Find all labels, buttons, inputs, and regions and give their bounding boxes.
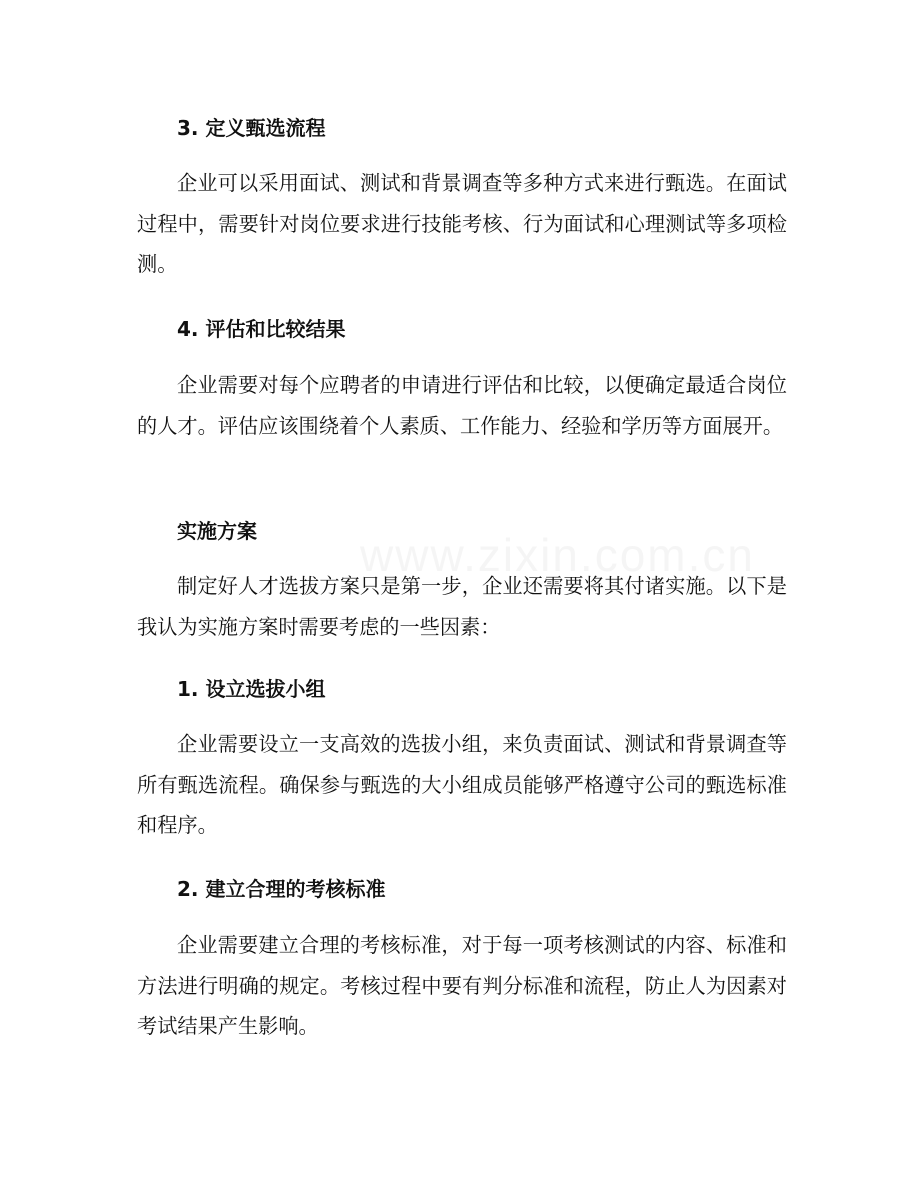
paragraph-implementation-intro: 制定好人才选拔方案只是第一步，企业还需要将其付诸实施。以下是我认为实施方案时需要考虑的一些因素： xyxy=(137,574,787,639)
section-heading-define-screening: 3. 定义甄选流程 xyxy=(177,116,326,140)
section-heading-evaluate-compare: 4. 评估和比较结果 xyxy=(177,317,346,341)
paragraph-screening-methods: 企业可以采用面试、测试和背景调查等多种方式来进行甄选。在面试过程中，需要针对岗位要求进行技能考核、行为面试和心理测试等多项检测。 xyxy=(137,171,787,277)
section-heading-selection-team: 1. 设立选拔小组 xyxy=(177,677,326,701)
paragraph-assessment-standards: 企业需要建立合理的考核标准，对于每一项考核测试的内容、标准和方法进行明确的规定。考核过程中要有判分标准和流程，防止人为因素对考试结果产生影响。 xyxy=(137,933,787,1039)
paragraph-evaluate-candidates: 企业需要对每个应聘者的申请进行评估和比较，以便确定最适合岗位的人才。评估应该围绕着个人素质、工作能力、经验和学历等方面展开。 xyxy=(137,373,787,438)
paragraph-selection-team: 企业需要设立一支高效的选拔小组，来负责面试、测试和背景调查等所有甄选流程。确保参与甄选的大小组成员能够严格遵守公司的甄选标准和程序。 xyxy=(137,732,787,838)
watermark: www.zixin.com.cn xyxy=(360,529,755,581)
section-heading-implementation: 实施方案 xyxy=(177,519,257,543)
section-heading-assessment-standards: 2. 建立合理的考核标准 xyxy=(177,877,386,901)
